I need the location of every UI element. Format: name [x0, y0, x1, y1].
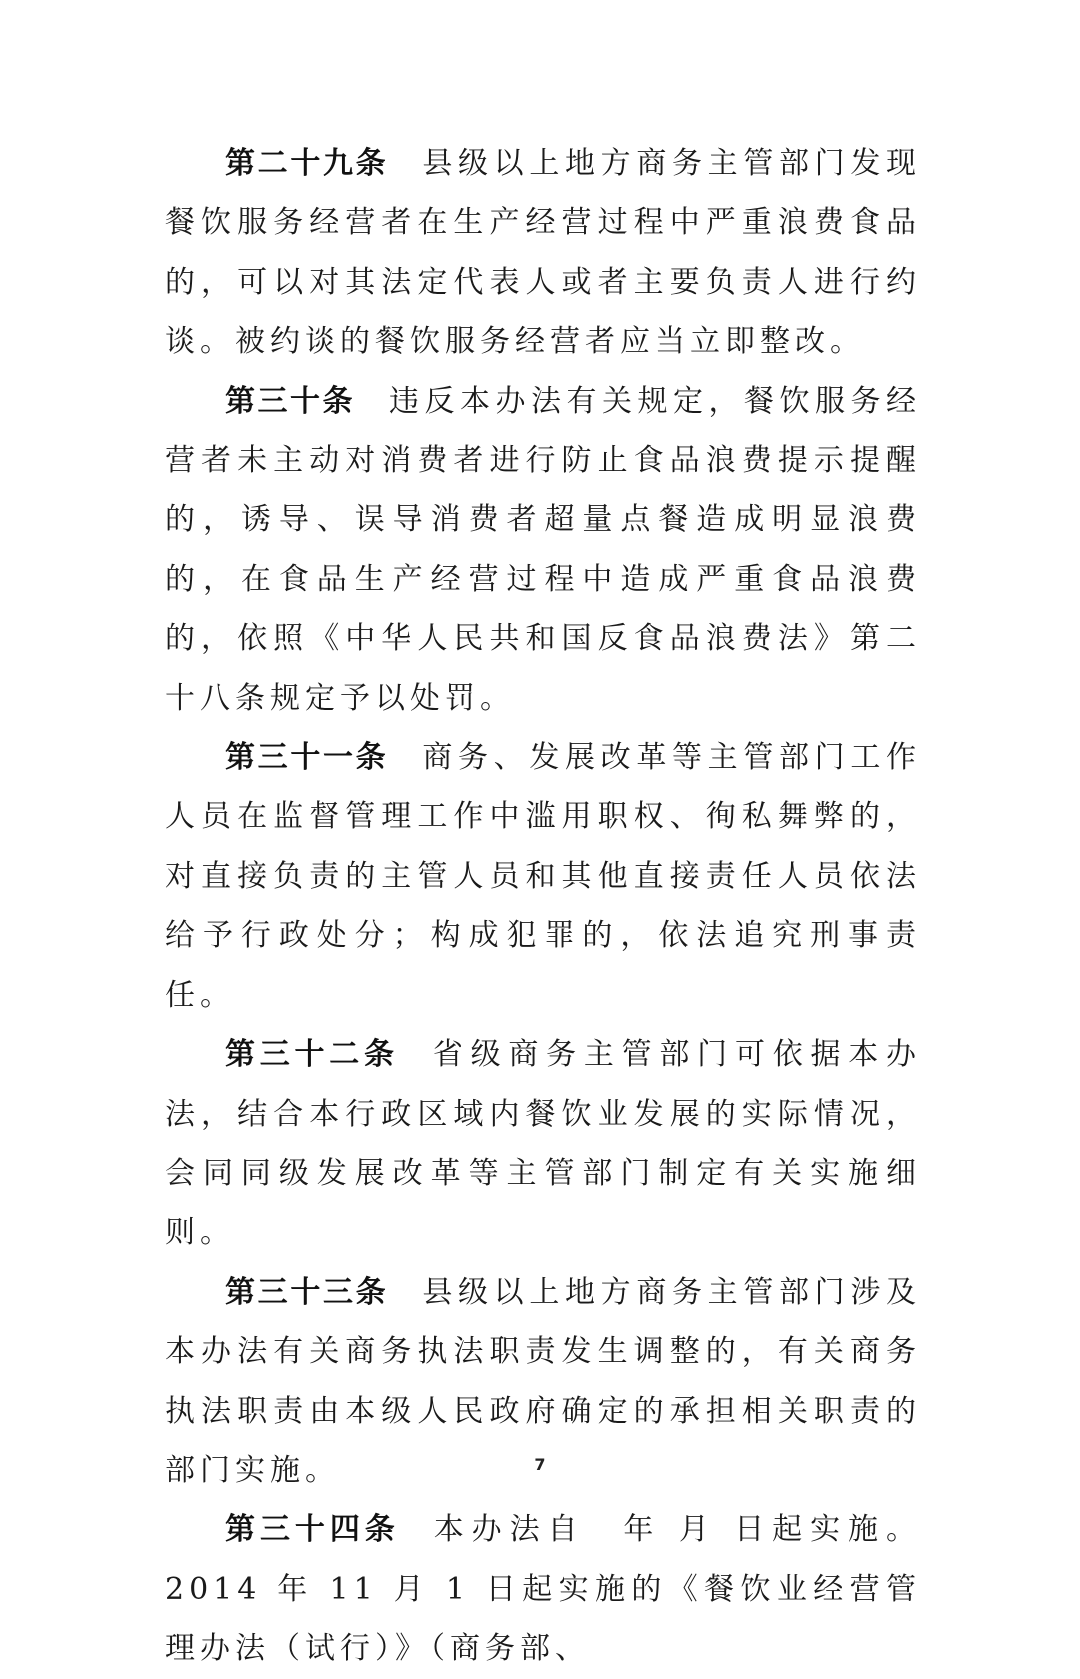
article-title: 第三十三条 — [225, 1274, 389, 1310]
article-32 — [165, 1025, 921, 1263]
article-title: 第二十九条 — [225, 146, 389, 181]
article-text: 商务、发展改革等主管部门工作人员在监督管理工作中滥用职权、徇私舞弊的，对直接负责的主管人员和其他直接责任人员依法给予行政处分；构成犯罪的，依法追究刑事责任。 — [165, 740, 922, 1013]
article-title: 第三十条 — [225, 383, 355, 419]
article-text: 省级商务主管部门可依据本办法，结合本行政区域内餐饮业发展的实际情况，会同同级发展改革等主管部门制定有关实施细则。 — [165, 1037, 922, 1251]
article-30 — [165, 372, 921, 728]
article-title: 第三十一条 — [225, 740, 389, 776]
article-text: 县级以上地方商务主管部门发现餐饮服务经营者在生产经营过程中严重浪费食品的，可以对其法定代表人或者主要负责人进行约谈。被约谈的餐饮服务经营者应当立即整改。 — [165, 146, 922, 360]
article-text: 本办法自 年 月 日起实施。2014 年 11 月 1 日起实施的《餐饮业经营管理办法（试行）》（商务部、 — [165, 1512, 921, 1667]
article-title: 第三十四条 — [225, 1512, 400, 1548]
article-29 — [165, 134, 921, 372]
article-31 — [165, 728, 921, 1025]
article-title: 第三十二条 — [225, 1037, 399, 1073]
page-number: 7 — [534, 1455, 546, 1474]
article-text: 违反本办法有关规定，餐饮服务经营者未主动对消费者进行防止食品浪费提示提醒的，诱导、误导消费者超量点餐造成明显浪费的，在食品生产经营过程中造成严重食品浪费的，依照《中华人民共和国反食品浪费法》第二十八条规定予以处罚。 — [165, 383, 921, 716]
article-text: 县级以上地方商务主管部门涉及本办法有关商务执法职责发生调整的，有关商务执法职责由本级人民政府确定的承担相关职责的部门实施。 — [165, 1274, 922, 1488]
document-body — [165, 134, 921, 1679]
article-34 — [165, 1500, 921, 1678]
